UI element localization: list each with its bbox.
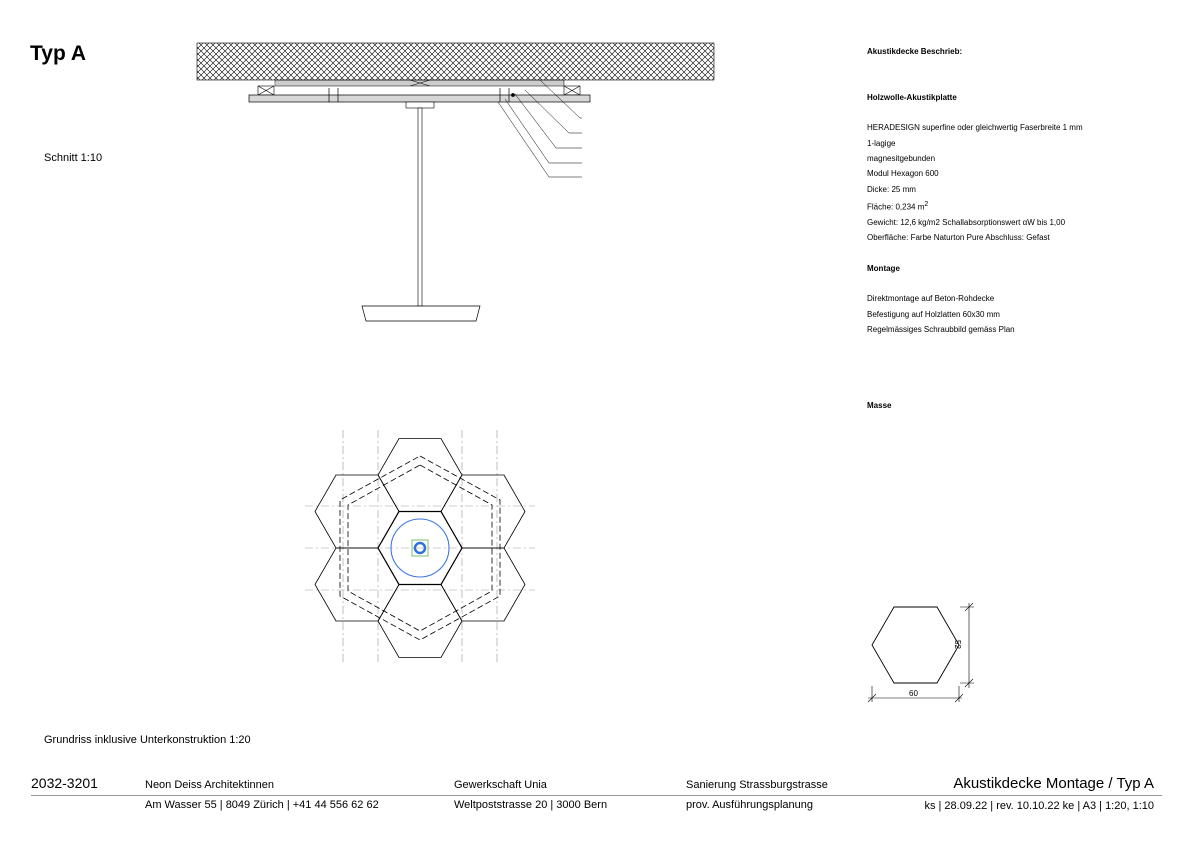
- spec-line: 1-lagige: [867, 138, 896, 148]
- spec-line: Befestigung auf Holzlatten 60x30 mm: [867, 309, 1000, 319]
- leader-lines: [498, 80, 582, 177]
- footer-divider: [31, 795, 1162, 796]
- spec-line: Modul Hexagon 600: [867, 169, 939, 179]
- acoustic-panel: [249, 95, 590, 102]
- product-heading: Holzwolle-Akustikplatte: [867, 92, 957, 102]
- dimension-width-label: 60: [909, 689, 918, 698]
- document-meta: ks | 28.09.22 | rev. 10.10.22 ke | A3 | 1:20, 1:10: [924, 800, 1154, 812]
- spec-line: Gewicht: 12,6 kg/m2 Schallabsorptionswert αW bis 1,00: [867, 217, 1066, 227]
- dimension-height-label: 52: [953, 640, 962, 649]
- pendant-rod: [418, 108, 422, 306]
- project-name: Sanierung Strassburgstrasse: [686, 779, 828, 791]
- concrete-slab: [197, 43, 714, 80]
- area-superscript: 2: [924, 200, 929, 208]
- plan-scale-label: Grundriss inklusive Unterkonstruktion 1:20: [44, 734, 251, 746]
- project-number: 2032-3201: [31, 775, 98, 791]
- dimension-lines: [868, 603, 974, 702]
- spec-line: magnesitgebunden: [867, 154, 936, 164]
- spec-line: Dicke: 25 mm: [867, 184, 916, 194]
- pendant-shade: [362, 306, 480, 321]
- area-text: Fläche: 0,234 m: [867, 202, 925, 212]
- hexagon-module: [872, 607, 959, 683]
- section-scale-label: Schnitt 1:10: [44, 152, 103, 164]
- dimensions-heading: Masse: [867, 401, 892, 411]
- document-title: Akustikdecke Montage / Typ A: [953, 775, 1154, 792]
- mounting-heading: Montage: [867, 263, 900, 273]
- drawing-title: Typ A: [30, 42, 86, 65]
- hexagon-dimension-detail: [868, 603, 974, 702]
- spec-heading: Akustikdecke Beschrieb:: [867, 47, 963, 56]
- spec-line: Oberfläche: Farbe Naturton Pure Abschluss: Gefast: [867, 233, 1050, 243]
- plan-drawing: [305, 430, 535, 665]
- spec-line: HERADESIGN superfine oder gleichwertig Faserbreite 1 mm: [867, 123, 1083, 133]
- client-address: Weltpoststrasse 20 | 3000 Bern: [454, 799, 608, 811]
- section-drawing: [197, 43, 714, 321]
- project-phase: prov. Ausführungsplanung: [686, 799, 813, 811]
- architect-address: Am Wasser 55 | 8049 Zürich | +41 44 556 62 62: [145, 799, 379, 811]
- architect-name: Neon Deiss Architektinnen: [145, 779, 275, 791]
- spec-line: Regelmässiges Schraubbild gemäss Plan: [867, 325, 1015, 334]
- pendant-canopy: [406, 102, 434, 108]
- spec-line: Direktmontage auf Beton-Rohdecke: [867, 294, 995, 304]
- client-name: Gewerkschaft Unia: [454, 779, 547, 791]
